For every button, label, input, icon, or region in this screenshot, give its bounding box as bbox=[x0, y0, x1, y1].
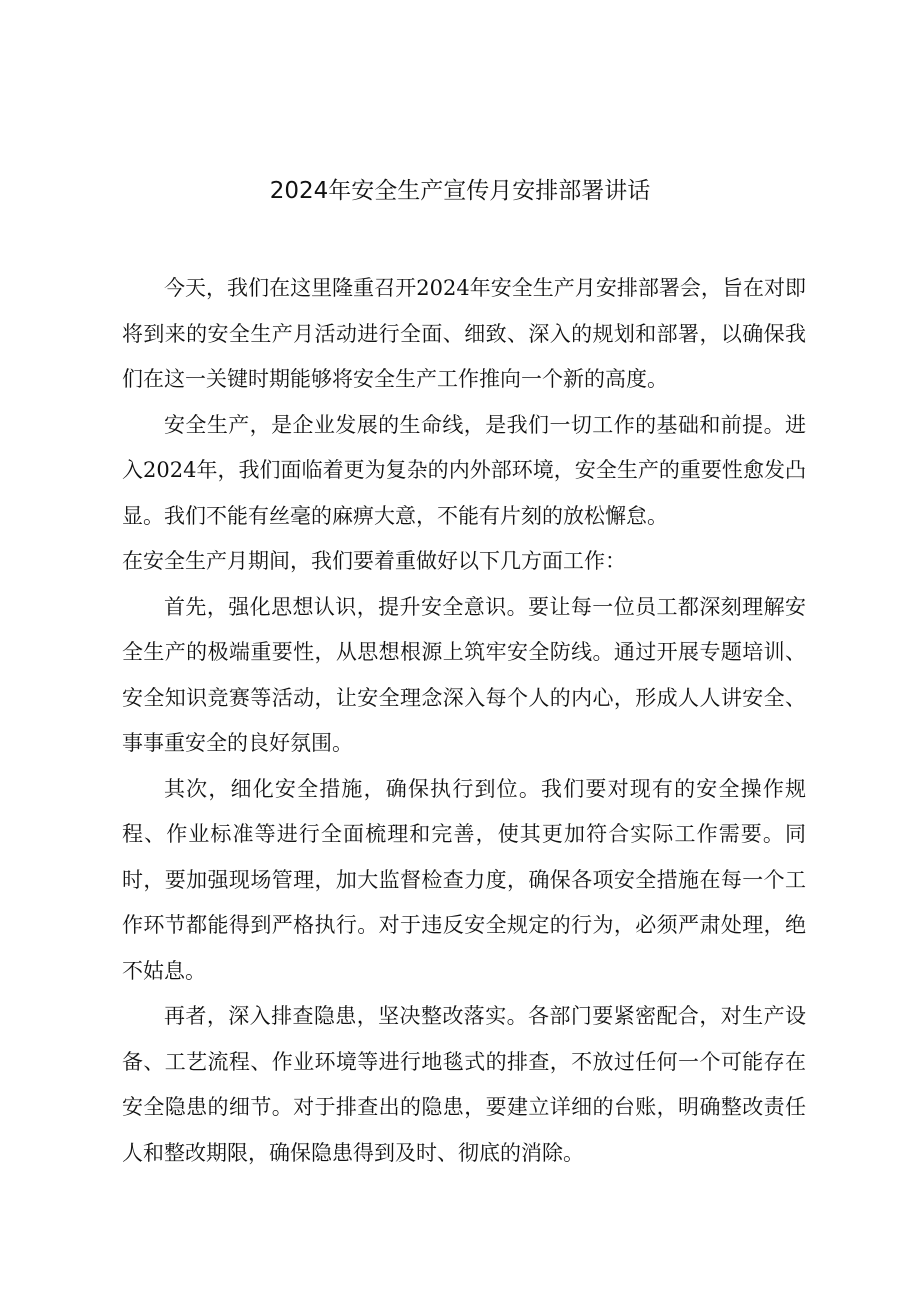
document-body bbox=[122, 266, 806, 1176]
paragraph-intro: 今天，我们在这里隆重召开2024年安全生产月安排部署会，旨在对即将到来的安全生产月活动进行全面、细致、深入的规划和部署，以确保我们在这一关键时期能够将安全生产工作推向一个新的高度。 bbox=[122, 276, 806, 391]
paragraph-tasks-lead: 在安全生产月期间，我们要着重做好以下几方面工作： bbox=[122, 549, 626, 573]
paragraph-first: 首先，强化思想认识，提升安全意识。要让每一位员工都深刻理解安全生产的极端重要性，从思想根源上筑牢安全防线。通过开展专题培训、安全知识竞赛等活动，让安全理念深入每个人的内心，形成人人讲安全、事事重安全的良好氛围。 bbox=[122, 594, 806, 755]
document-title: 2024年安全生产宣传月安排部署讲话 bbox=[269, 178, 651, 204]
paragraph-second: 其次，细化安全措施，确保执行到位。我们要对现有的安全操作规程、作业标准等进行全面梳理和完善，使其更加符合实际工作需要。同时，要加强现场管理，加大监督检查力度，确保各项安全措施在每一个工作环节都能得到严格执行。对于违反安全规定的行为，必须严肃处理，绝不姑息。 bbox=[122, 776, 806, 983]
paragraph-third: 再者，深入排查隐患，坚决整改落实。各部门要紧密配合，对生产设备、工艺流程、作业环境等进行地毯式的排查，不放过任何一个可能存在安全隐患的细节。对于排查出的隐患，要建立详细的台账，明确整改责任人和整改期限，确保隐患得到及时、彻底的消除。 bbox=[122, 1004, 806, 1165]
paragraph-importance: 安全生产，是企业发展的生命线，是我们一切工作的基础和前提。进入2024年，我们面临着更为复杂的内外部环境，安全生产的重要性愈发凸显。我们不能有丝毫的麻痹大意，不能有片刻的放松懈怠。 bbox=[122, 412, 806, 528]
